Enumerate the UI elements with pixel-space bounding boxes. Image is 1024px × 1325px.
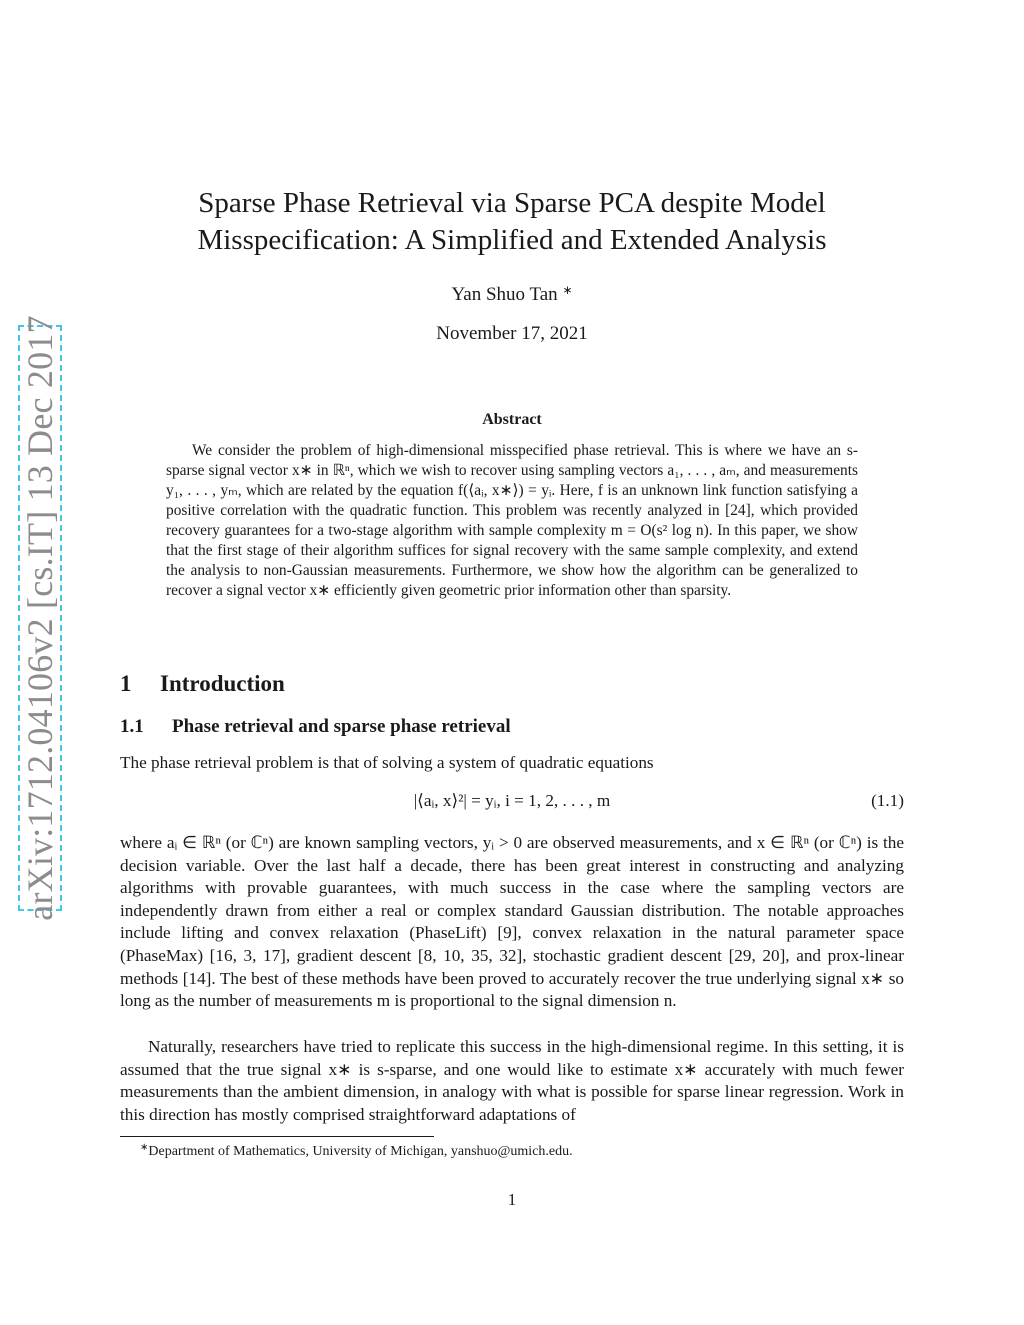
subsection-number: 1.1	[120, 716, 144, 737]
subsection-heading	[120, 716, 511, 738]
author-line	[120, 283, 904, 306]
title-line-2: Misspecification: A Simplified and Extended Analysis	[197, 224, 827, 256]
paragraph-2: Naturally, researchers have tried to replicate this success in the high-dimensional regime. In this setting, it is assumed that the true signal x∗ is s-sparse, and one would like to estimate x∗ accurately with much fewer measurements than the ambient dimension, in analogy with what is possible for sparse linear regression. Work in this direction has mostly comprised straightforward adaptations of	[120, 1037, 904, 1124]
abstract-text: We consider the problem of high-dimensional misspecified phase retrieval. This is where we have an s-sparse signal vector x∗ in ℝⁿ, which we wish to recover using sampling vectors a₁, . . . , aₘ, and measurements y₁, . . . , yₘ, which are related by the equation f(⟨aᵢ, x∗⟩) = yᵢ. Here, f is an unknown link function satisfying a positive correlation with the quadratic function. This problem was recently analyzed in [24], which provided recovery guarantees for a two-stage algorithm with sample complexity m = O(s² log n). In this paper, we show that the first stage of their algorithm suffices for signal recovery with the same sample complexity, and extend the analysis to non-Gaussian measurements. Furthermore, we show how the algorithm can be generalized to recover a signal vector x∗ efficiently given geometric prior information other than sparsity.	[166, 442, 858, 599]
section-number: 1	[120, 671, 132, 696]
section-heading	[120, 671, 285, 697]
paper-title	[120, 185, 904, 259]
paragraph-1: where aᵢ ∈ ℝⁿ (or ℂⁿ) are known sampling vectors, yᵢ > 0 are observed measurements, and x ∈ ℝⁿ (or ℂⁿ) is the decision variable. Over the last half a decade, there has been great interest in constructing and analyzing algorithms with provable guarantees, with much success in the case where the sampling vectors are independently drawn from either a real or complex standard Gaussian distribution. The notable approaches include lifting and convex relaxation (PhaseLift) [9], convex relaxation in the natural parameter space (PhaseMax) [16, 3, 17], gradient descent [8, 10, 35, 32], stochastic gradient descent [29, 20], and prox-linear methods [14]. The best of these methods have been proved to accurately recover the true underlying signal x∗ so long as the number of measurements m is proportional to the signal dimension n.	[120, 833, 904, 1011]
footnote-divider	[120, 1136, 434, 1137]
abstract-heading: Abstract	[482, 411, 542, 428]
footnote-mark: ∗	[140, 1142, 149, 1153]
footnote	[140, 1142, 573, 1160]
author-name: Yan Shuo Tan	[451, 284, 558, 305]
section-title: Introduction	[160, 671, 285, 696]
footnote-text: Department of Mathematics, University of Michigan, yanshuo@umich.edu.	[148, 1144, 573, 1159]
paper-date: November 17, 2021	[436, 323, 588, 344]
equation-body: |⟨aᵢ, x⟩²| = yᵢ, i = 1, 2, . . . , m	[413, 791, 611, 810]
arxiv-identifier: arXiv:1712.04106v2 [cs.IT] 13 Dec 2017	[20, 315, 60, 921]
equation-number: (1.1)	[871, 791, 904, 810]
arxiv-stamp	[18, 315, 62, 921]
title-line-1: Sparse Phase Retrieval via Sparse PCA despite Model	[198, 187, 826, 219]
page-number: 1	[507, 1190, 517, 1209]
subsection-title: Phase retrieval and sparse phase retrieval	[172, 716, 511, 737]
abstract-block	[166, 441, 858, 601]
intro-sentence: The phase retrieval problem is that of solving a system of quadratic equations	[120, 753, 654, 772]
equation-1-1	[120, 791, 904, 817]
author-footnote-mark: ∗	[562, 283, 573, 297]
